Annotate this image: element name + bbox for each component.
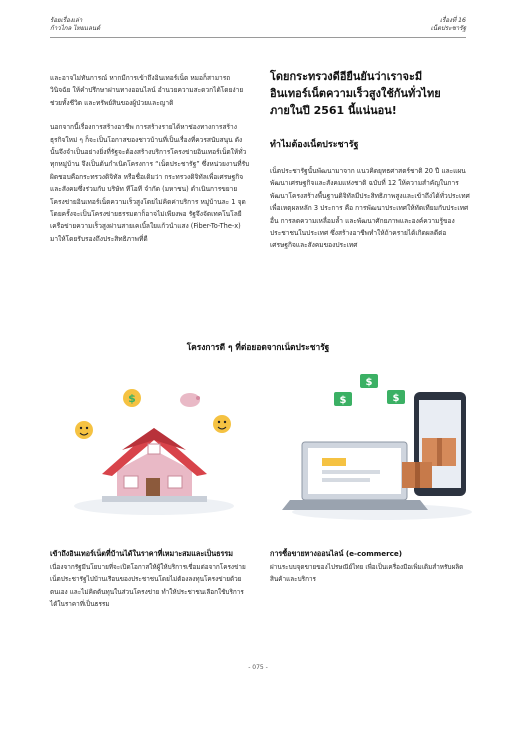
caption-title: เข้าถึงอินเทอร์เน็ตที่บ้านได้ในราคาที่เหมาะสมและเป็นธรรม: [50, 549, 233, 558]
running-header-right: [431, 17, 466, 33]
dollar-bill-icon: [334, 392, 352, 406]
left-column: [50, 72, 250, 245]
house-with-people-and-money-icon: [62, 378, 247, 523]
svg-text:$: $: [365, 377, 373, 388]
left-paragraph-2: นอกจากนี้เรื่องการสร้างอาชีพ การสร้างรายได้หาช่องทางการสร้างธุรกิจใหม่ ๆ ก็จะเป็นโอกาสของชาวบ้านที่เป็นเรื่องที่ควรสนับสนุน ดังนั้นจึงจำเป็นอย่างยิ่งที่รัฐจะต้องสร้างบริการโครงข่ายอินเทอร์เน็ตให้ทั่วทุกหมู่บ้าน จึงเป็นต้นกำเนิดโครงการ “เน็ตประชารัฐ” ซึ่งหน่วยงานที่รับผิดชอบคือกระทรวงดิจิทัล หรือชื่อเดิมว่า กระทรวงดิจิทัลเพื่อเศรษฐกิจและสังคมซึ่งร่วมกับ บริษัท ทีโอที จำกัด (มหาชน) ดำเนินการขยายโครงข่ายอินเทอร์เน็ตความเร็วสูงโดยไม่คิดค่าบริการ หมู่บ้านละ 1 จุด โดยครั้งจะเป็นโครงข่ายธรรมดาก็อาจไม่เพียงพอ รัฐจึงจัดเทคโนโลยีเครือข่ายความเร็วสูงผ่านสายเคเบิ้ลใยแก้วนำแสง (Fiber-To-The-x) มาให้โดยรับรองถึงประสิทธิภาพที่ดี: [50, 123, 250, 243]
svg-text:$: $: [128, 392, 136, 405]
person-right-icon: [213, 415, 231, 433]
svg-text:$: $: [392, 393, 400, 404]
header-book-subtitle: ก้าวไกล ไทยแลนด์: [50, 25, 101, 32]
svg-text:$: $: [339, 395, 347, 406]
caption-home-internet: [50, 548, 250, 611]
caption-text: เนื่องจากรัฐมีนโยบายที่จะเปิดโอกาสให้ผู้ให้บริการเชื่อมต่อจากโครงข่ายเน็ตประชารัฐไปบ้านเรือนของประชาชนโดยไม่ต้องลงทุนโครงข่ายด้วยตนเอง และไม่คิดต้นทุนในส่วนโครงข่าย ทำให้ประชาชนเลือกใช้บริการได้ในราคาที่เป็นธรรม: [50, 563, 246, 609]
caption-title: การซื้อขายทางออนไลน์ (e-commerce): [270, 549, 403, 558]
header-story-title: เน็ตประชารัฐ: [430, 25, 466, 32]
subheading: ทำไมต้องเน็ตประชารัฐ: [270, 140, 359, 150]
header-divider: [50, 37, 466, 38]
right-column: [270, 68, 470, 252]
caption-text: ผ่านระบบจุดขายของไปรษณีย์ไทย เพื่อเป็นเครื่องมือเพิ่มเติมสำหรับผลิตสินค้าและบริการ: [270, 563, 464, 584]
dollar-bill-icon: [387, 390, 405, 404]
online-shopping-laptop-phone-icon: [282, 372, 482, 527]
headline: โดยกระทรวงดีอียืนยันว่าเราจะมีอินเทอร์เน็ตความเร็วสูงใช้กันทั่วไทยภายในปี 2561 นี้แน่นอน!: [270, 70, 441, 117]
person-left-icon: [75, 421, 93, 439]
caption-ecommerce: [270, 548, 470, 586]
header-story-number: เรื่องที่ 16: [439, 17, 466, 24]
left-paragraph-1: และอาจไม่ทันการณ์ หากมีการเข้าถึงอินเทอร์เน็ต หมอก็สามารถวินิจฉัย ให้คำปรึกษาผ่านทางออนไลน์ อำนวยความสะดวกได้โดยง่าย ช่วยทั้งชีวิต และทรัพย์สินของผู้ป่วยและญาติ: [50, 74, 244, 107]
piggy-bank-icon: [180, 393, 200, 407]
header-book-title: ร้อยเรื่องเล่า: [50, 17, 83, 24]
page-number: - 075 -: [248, 664, 268, 671]
house-icon: [102, 428, 207, 502]
right-paragraph: เน็ตประชารัฐนั้นพัฒนามาจาก แนวคิดยุทธศาสตร์ชาติ 20 ปี และแผนพัฒนาเศรษฐกิจและสังคมแห่งชาติ ฉบับที่ 12 ให้ความสำคัญในการพัฒนาโครงสร้างพื้นฐานดิจิทัลมีประสิทธิภาพสูงและเข้าถึงได้ทั่วประเทศ เพื่อเหตุผลหลัก 3 ประการ คือ การพัฒนาประเทศให้ทัดเทียมกับประเทศอื่น การลดความเหลื่อมล้ำ และพัฒนาศักยภาพและองค์ความรู้ของประชาชนในประเทศ ซึ่งสร้างอาชีพทำให้ถ้าครายได้เกิดผลดีต่อเศรษฐกิจและสังคมของประเทศ: [270, 167, 470, 250]
section-title: โครงการดี ๆ ที่ต่อยอดจากเน็ตประชารัฐ: [186, 342, 330, 352]
dollar-bill-icon: [360, 374, 378, 388]
running-header-left: [50, 17, 100, 33]
money-bag-icon: [123, 389, 141, 407]
